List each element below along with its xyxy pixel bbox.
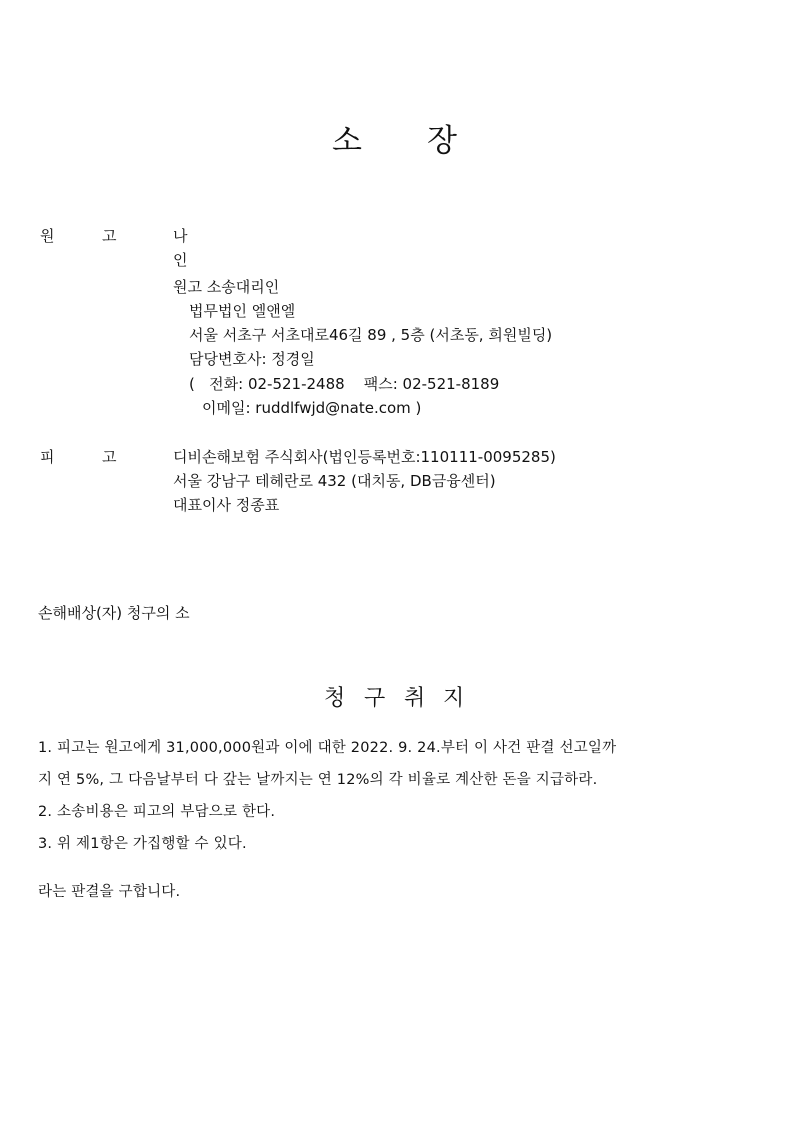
- claims-heading-char-4: 지: [443, 686, 465, 711]
- claim-line-3: 2. 소송비용은 피고의 부담으로 한다.: [38, 804, 276, 820]
- claim-line-4: 3. 위 제1항은 가집행할 수 있다.: [38, 836, 247, 852]
- plaintiff-name-line-1: 나: [173, 227, 188, 245]
- case-name: 손해배상(자) 청구의 소: [38, 604, 190, 622]
- defendant-address: 서울 강남구 테헤란로 432 (대치동, DB금융센터): [173, 472, 496, 490]
- closing-statement: 라는 판결을 구합니다.: [38, 884, 181, 900]
- title-char-2: 장: [427, 123, 457, 159]
- claims-heading-char-3: 취: [404, 686, 426, 711]
- law-firm-name: 법무법인 엘앤엘: [189, 302, 296, 320]
- title-char-1: 소: [332, 123, 362, 159]
- defendant-company: 디비손해보험 주식회사(법인등록번호:110111-0095285): [173, 448, 556, 466]
- plaintiff-name-line-2: 인: [173, 251, 188, 269]
- claims-heading-char-2: 구: [364, 686, 386, 711]
- claim-line-2: 지 연 5%, 그 다음날부터 다 갚는 날까지는 연 12%의 각 비율로 계산한 돈을 지급하라.: [38, 772, 598, 788]
- defendant-label-char-2: 고: [102, 448, 117, 466]
- defendant-label-char-1: 피: [40, 448, 55, 466]
- contact-phone-fax: ( 전화: 02-521-2488 팩스: 02-521-8189: [189, 375, 500, 393]
- counsel-heading: 원고 소송대리인: [173, 278, 280, 296]
- law-firm-address: 서울 서초구 서초대로46길 89 , 5층 (서초동, 희원빌딩): [189, 326, 553, 344]
- claim-line-1: 1. 피고는 원고에게 31,000,000원과 이에 대한 2022. 9. 24.부터 이 사건 판결 선고일까: [38, 740, 617, 756]
- plaintiff-label-char-2: 고: [102, 227, 117, 245]
- contact-email: 이메일: ruddlfwjd@nate.com ): [202, 399, 422, 417]
- claims-heading-char-1: 청: [324, 686, 346, 711]
- lawyer-in-charge: 담당변호사: 정경일: [189, 350, 315, 368]
- defendant-representative: 대표이사 정종표: [173, 496, 280, 514]
- plaintiff-label-char-1: 원: [40, 227, 55, 245]
